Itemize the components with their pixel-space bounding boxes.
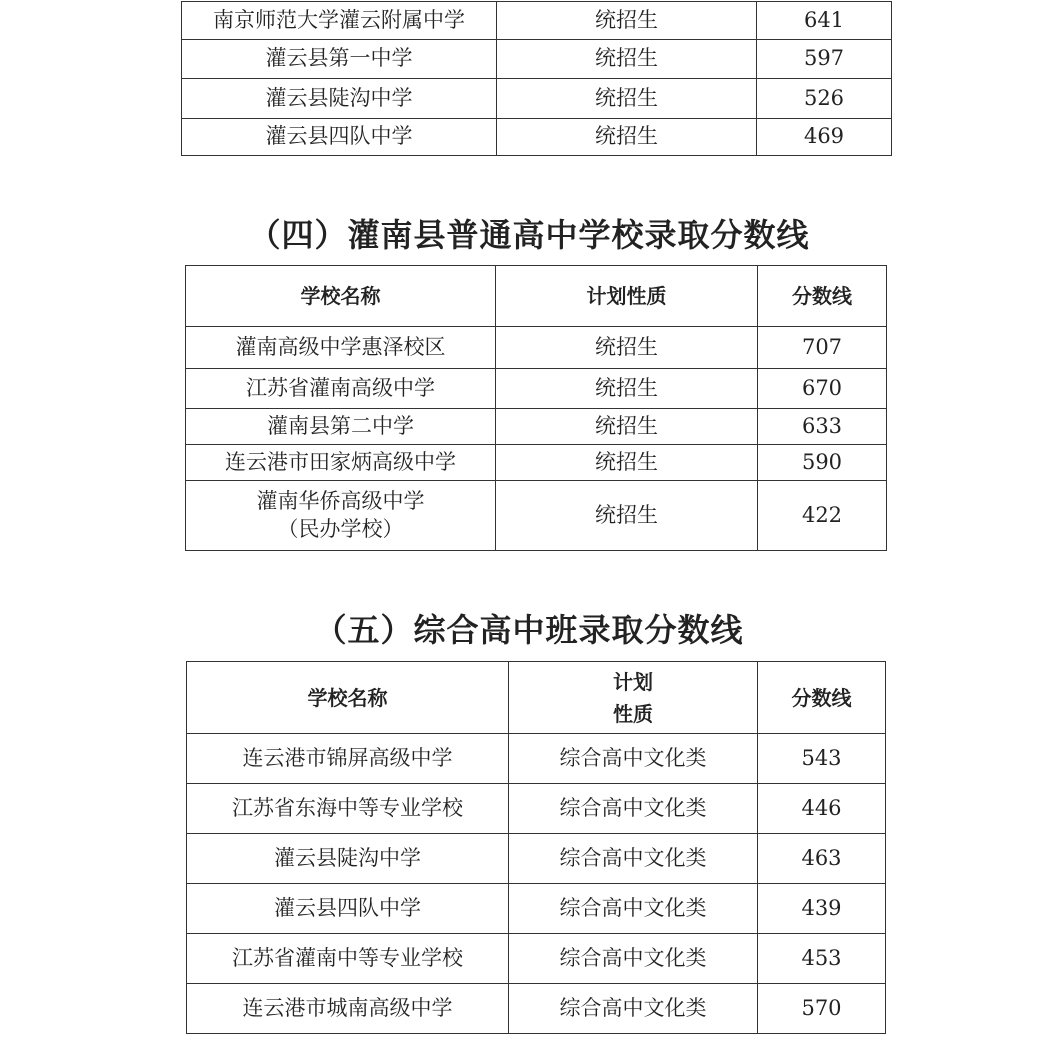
- score-cell: 570: [758, 984, 886, 1034]
- table-header-row: [186, 266, 887, 327]
- table-row: [182, 40, 892, 79]
- plan-type-cell: 统招生: [496, 369, 758, 409]
- school-name-cell: 江苏省东海中等专业学校: [187, 784, 509, 834]
- school-name-cell: 连云港市田家炳高级中学: [186, 445, 496, 481]
- school-name-cell: 南京师范大学灌云附属中学: [182, 2, 497, 40]
- plan-type-cell: 综合高中文化类: [509, 934, 758, 984]
- header-score: 分数线: [758, 662, 886, 734]
- score-cell: 453: [758, 934, 886, 984]
- score-cell: 707: [758, 327, 887, 369]
- table-row: [182, 119, 892, 156]
- score-cell: 590: [758, 445, 887, 481]
- plan-type-cell: 综合高中文化类: [509, 834, 758, 884]
- plan-type-cell: 统招生: [496, 445, 758, 481]
- header-score: 分数线: [758, 266, 887, 327]
- school-name-cell: 江苏省灌南中等专业学校: [187, 934, 509, 984]
- header-plan-line2: 性质: [613, 701, 653, 726]
- header-plan-type: 计划性质: [496, 266, 758, 327]
- score-cell: 633: [758, 409, 887, 445]
- school-name-cell: 江苏省灌南高级中学: [186, 369, 496, 409]
- table-header-row: [187, 662, 886, 734]
- plan-type-cell: 统招生: [497, 119, 757, 156]
- plan-type-cell: 综合高中文化类: [509, 734, 758, 784]
- score-cell: 463: [758, 834, 886, 884]
- table-guanyun-continued: [181, 1, 892, 156]
- score-cell: 597: [757, 40, 892, 79]
- table-row: [182, 2, 892, 40]
- table-row: [186, 481, 887, 551]
- plan-type-cell: 综合高中文化类: [509, 884, 758, 934]
- plan-type-cell: 统招生: [497, 79, 757, 119]
- plan-type-cell: 统招生: [497, 40, 757, 79]
- table-row: [187, 784, 886, 834]
- score-cell: 422: [758, 481, 887, 551]
- score-cell: 526: [757, 79, 892, 119]
- school-name-cell: 连云港市锦屏高级中学: [187, 734, 509, 784]
- table-row: [187, 734, 886, 784]
- plan-type-cell: 统招生: [496, 409, 758, 445]
- table-row: [186, 445, 887, 481]
- score-cell: 543: [758, 734, 886, 784]
- score-cell: 446: [758, 784, 886, 834]
- school-name-cell: [186, 481, 496, 551]
- school-name-cell: 灌云县陡沟中学: [182, 79, 497, 119]
- table-comprehensive: [186, 661, 886, 1034]
- school-name-cell: 灌云县第一中学: [182, 40, 497, 79]
- table-row: [187, 934, 886, 984]
- table-row: [187, 984, 886, 1034]
- school-name-cell: 灌南县第二中学: [186, 409, 496, 445]
- plan-type-cell: 统招生: [497, 2, 757, 40]
- table-row: [186, 409, 887, 445]
- section-title-comprehensive: （五）综合高中班录取分数线: [314, 611, 744, 649]
- school-name-cell: 连云港市城南高级中学: [187, 984, 509, 1034]
- school-name-line: 灌南华侨高级中学: [256, 489, 425, 514]
- school-note-line: （民办学校）: [277, 516, 404, 541]
- plan-type-cell: 统招生: [496, 481, 758, 551]
- header-plan-type: [509, 662, 758, 734]
- plan-type-cell: 综合高中文化类: [509, 984, 758, 1034]
- table-row: [186, 327, 887, 369]
- table-row: [182, 79, 892, 119]
- table-row: [186, 369, 887, 409]
- school-name-cell: 灌云县四队中学: [182, 119, 497, 156]
- header-school-name: 学校名称: [186, 266, 496, 327]
- plan-type-cell: 综合高中文化类: [509, 784, 758, 834]
- score-cell: 439: [758, 884, 886, 934]
- score-cell: 469: [757, 119, 892, 156]
- table-guannan: [185, 265, 887, 551]
- table-row: [187, 834, 886, 884]
- school-name-cell: 灌云县四队中学: [187, 884, 509, 934]
- score-cell: 641: [757, 2, 892, 40]
- plan-type-cell: 统招生: [496, 327, 758, 369]
- school-name-cell: 灌云县陡沟中学: [187, 834, 509, 884]
- school-name-cell: 灌南高级中学惠泽校区: [186, 327, 496, 369]
- header-school-name: 学校名称: [187, 662, 509, 734]
- section-title-guannan: （四）灌南县普通高中学校录取分数线: [248, 216, 810, 254]
- header-plan-line1: 计划: [613, 669, 653, 694]
- score-cell: 670: [758, 369, 887, 409]
- table-row: [187, 884, 886, 934]
